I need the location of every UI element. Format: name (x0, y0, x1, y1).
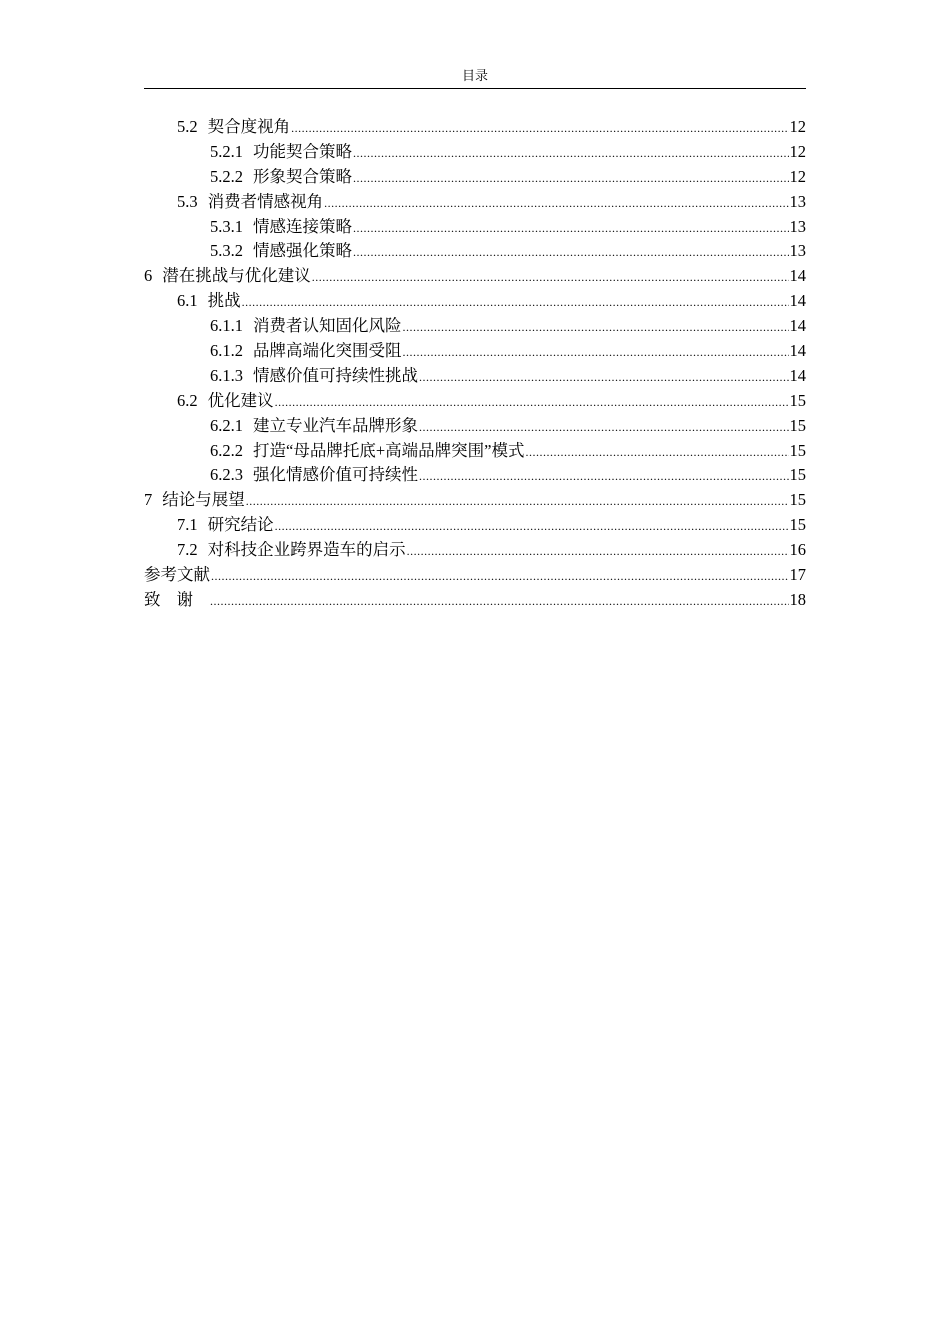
toc-dot-leader (353, 240, 789, 265)
toc-dot-leader (312, 265, 789, 290)
toc-entry-number: 6.2.2 (210, 440, 243, 460)
toc-entry-number: 5.3.2 (210, 241, 243, 261)
toc-entry[interactable] (144, 239, 806, 264)
toc-dot-leader (210, 589, 789, 614)
toc-entry-number: 7 (144, 490, 153, 510)
toc-entry-page: 14 (789, 316, 806, 336)
toc-entry[interactable] (144, 165, 806, 190)
toc-entry[interactable] (144, 289, 806, 314)
toc-entry-page: 15 (789, 390, 806, 410)
toc-entry[interactable] (144, 140, 806, 165)
toc-dot-leader (246, 489, 789, 514)
toc-entry-number: 6.1.2 (210, 341, 243, 361)
toc-entry-page: 14 (789, 341, 806, 361)
toc-entry-title: 消费者认知固化风险 (253, 316, 402, 336)
toc-entry-title: 潜在挑战与优化建议 (162, 266, 311, 286)
toc-entry-title: 致谢 (144, 589, 209, 609)
header-title: 目录 (461, 68, 488, 83)
toc-entry-title: 功能契合策略 (253, 141, 352, 161)
toc-dot-leader (403, 315, 789, 340)
toc-entry-title: 情感连接策略 (253, 216, 352, 236)
toc-entry[interactable] (144, 264, 806, 289)
page-header (144, 66, 806, 89)
toc-entry-page: 12 (789, 141, 806, 161)
toc-entry-number: 5.2.1 (210, 141, 243, 161)
toc-entry-page: 12 (789, 166, 806, 186)
toc-dot-leader (403, 340, 789, 365)
toc-entry-title: 形象契合策略 (253, 166, 352, 186)
toc-entry-page: 15 (789, 440, 806, 460)
toc-entry-number: 6.2.3 (210, 465, 243, 485)
toc-dot-leader (275, 514, 789, 539)
toc-entry-title: 优化建议 (207, 390, 274, 410)
toc-entry-number: 5.2.2 (210, 166, 243, 186)
toc-dot-leader (353, 166, 789, 191)
toc-entry[interactable] (144, 488, 806, 513)
toc-entry-title: 品牌高端化突围受阻 (253, 341, 402, 361)
toc-dot-leader (419, 464, 789, 489)
toc-entry-page: 14 (789, 266, 806, 286)
toc-entry[interactable] (144, 538, 806, 563)
toc-entry-title: 参考文献 (144, 565, 210, 585)
toc-entry-page: 13 (789, 216, 806, 236)
toc-entry-title: 建立专业汽车品牌形象 (253, 415, 418, 435)
toc-dot-leader (211, 564, 789, 589)
toc-entry-number: 6 (144, 266, 153, 286)
toc-entry-page: 12 (789, 117, 806, 136)
toc-dot-leader (324, 191, 788, 216)
toc-entry-number: 5.3.1 (210, 216, 243, 236)
toc-entry-title: 消费者情感视角 (207, 191, 324, 211)
toc-entry-title: 情感强化策略 (253, 241, 352, 261)
toc-dot-leader (353, 216, 789, 241)
toc-dot-leader (419, 415, 789, 440)
toc-entry-title: 情感价值可持续性挑战 (253, 365, 418, 385)
toc-entry-page: 14 (789, 291, 806, 311)
toc-entry-number: 5.2 (177, 117, 198, 136)
table-of-contents (144, 115, 806, 613)
toc-dot-leader (525, 440, 788, 465)
toc-entry[interactable] (144, 364, 806, 389)
toc-entry-title: 挑战 (207, 291, 241, 311)
toc-entry[interactable] (144, 463, 806, 488)
toc-entry-page: 15 (789, 415, 806, 435)
toc-entry-page: 15 (789, 465, 806, 485)
toc-entry[interactable] (144, 513, 806, 538)
toc-entry-title: 对科技企业跨界造车的启示 (207, 540, 406, 560)
toc-dot-leader (353, 141, 789, 166)
toc-entry-title: 强化情感价值可持续性 (253, 465, 418, 485)
toc-entry-number: 6.1.1 (210, 316, 243, 336)
toc-entry-title: 打造“母品牌托底+高端品牌突围”模式 (253, 440, 525, 460)
toc-entry-number: 6.1.3 (210, 365, 243, 385)
toc-entry[interactable] (144, 115, 806, 140)
toc-entry-page: 15 (789, 515, 806, 535)
toc-entry-number: 7.1 (177, 515, 198, 535)
toc-entry-title: 研究结论 (207, 515, 274, 535)
toc-entry-title: 结论与展望 (162, 490, 245, 510)
toc-entry[interactable] (144, 190, 806, 215)
toc-entry[interactable] (144, 588, 806, 613)
toc-entry[interactable] (144, 563, 806, 588)
toc-entry[interactable] (144, 439, 806, 464)
toc-dot-leader (242, 290, 789, 315)
toc-entry-page: 13 (789, 241, 806, 261)
toc-entry-number: 6.2 (177, 390, 198, 410)
toc-entry[interactable] (144, 314, 806, 339)
toc-dot-leader (419, 365, 789, 390)
toc-entry[interactable] (144, 414, 806, 439)
toc-dot-leader (407, 539, 789, 564)
toc-entry-title: 契合度视角 (207, 117, 291, 136)
toc-entry-page: 15 (789, 490, 806, 510)
toc-entry-number: 6.2.1 (210, 415, 243, 435)
toc-entry-number: 5.3 (177, 191, 198, 211)
toc-entry[interactable] (144, 215, 806, 240)
toc-entry-page: 17 (789, 565, 806, 585)
toc-entry-page: 14 (789, 365, 806, 385)
toc-entry[interactable] (144, 339, 806, 364)
toc-entry-page: 18 (789, 589, 806, 609)
toc-entry[interactable] (144, 389, 806, 414)
toc-entry-number: 6.1 (177, 291, 198, 311)
toc-entry-page: 13 (789, 191, 806, 211)
toc-dot-leader (291, 116, 788, 141)
toc-dot-leader (275, 390, 789, 415)
toc-entry-number: 7.2 (177, 540, 198, 560)
toc-entry-page: 16 (789, 540, 806, 560)
